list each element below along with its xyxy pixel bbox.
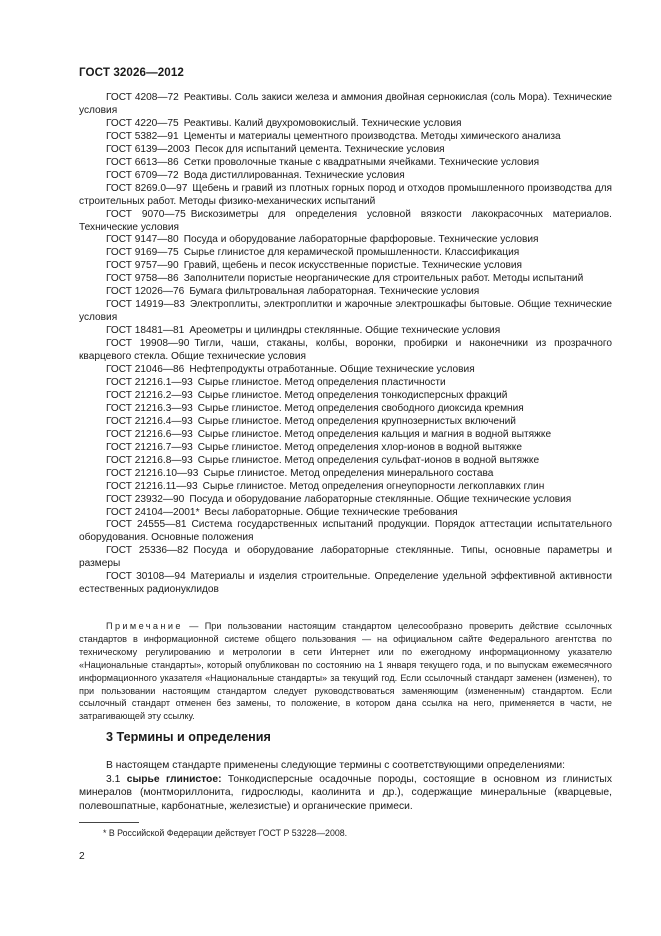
reference-code: ГОСТ 21216.6—93 <box>106 428 193 440</box>
reference-item <box>79 416 612 429</box>
reference-code: ГОСТ 9147—80 <box>106 234 179 246</box>
reference-item <box>79 118 612 131</box>
reference-item <box>79 247 612 260</box>
reference-code: ГОСТ 30108—94 <box>106 571 186 583</box>
reference-item <box>79 209 612 235</box>
reference-item <box>79 377 612 390</box>
reference-title: Реактивы. Соль закиси железа и аммония двойная сернокислая (соль Мора). Технические условия <box>79 92 612 116</box>
reference-item <box>79 442 612 455</box>
term-name: сырье глинистое: <box>126 773 222 785</box>
section-intro: В настоящем стандарте применены следующие термины с соответствующими определениями: <box>106 760 566 771</box>
reference-title: Песок для испытаний цемента. Технические условия <box>194 143 445 155</box>
reference-code: ГОСТ 8269.0—97 <box>106 182 188 194</box>
reference-title: Сырье глинистое. Метод определения огнеупорности легкоплавких глин <box>202 480 545 492</box>
reference-item <box>79 481 612 494</box>
reference-item <box>79 157 612 170</box>
normative-references-list <box>79 92 612 597</box>
reference-code: ГОСТ 9070—75 <box>106 208 186 220</box>
term-number: 3.1 <box>106 773 121 785</box>
reference-code: ГОСТ 6139—2003 <box>106 143 190 155</box>
reference-item <box>79 325 612 338</box>
reference-code: ГОСТ 21216.10—93 <box>106 467 199 479</box>
reference-item <box>79 507 612 520</box>
reference-note <box>79 620 612 723</box>
section-body <box>79 759 612 813</box>
reference-item <box>79 571 612 597</box>
reference-item <box>79 183 612 209</box>
reference-code: ГОСТ 21216.2—93 <box>106 389 193 401</box>
reference-title: Материалы и изделия строительные. Определение удельной эффективной активности естественных радионуклидов <box>79 571 612 596</box>
reference-title: Сырье глинистое. Метод определения сульфат-ионов в водной вытяжке <box>197 454 540 466</box>
reference-title: Заполнители пористые неорганические для строительных работ. Методы испытаний <box>183 273 584 285</box>
reference-code: ГОСТ 25336—82 <box>106 545 189 557</box>
reference-title: Щебень и гравий из плотных горных пород и отходов промышленного производства для строительных работ. Методы физико-механических испытаний <box>79 182 612 207</box>
reference-code: ГОСТ 21216.1—93 <box>106 376 193 388</box>
reference-title: Вода дистиллированная. Технические условия <box>183 169 405 181</box>
document-header: ГОСТ 32026—2012 <box>79 66 184 79</box>
reference-item <box>79 545 612 571</box>
reference-code: ГОСТ 4220—75 <box>106 117 179 129</box>
reference-title: Ареометры и цилиндры стеклянные. Общие технические условия <box>189 325 501 337</box>
reference-title: Реактивы. Калий двухромовокислый. Технические условия <box>183 117 462 129</box>
reference-title: Сырье глинистое. Метод определения свободного диоксида кремния <box>197 402 524 414</box>
reference-code: ГОСТ 6613—86 <box>106 156 179 168</box>
reference-item <box>79 273 612 286</box>
reference-title: Сырье глинистое. Метод определения крупнозернистых включений <box>197 415 516 427</box>
reference-title: Система государственных испытаний продукции. Порядок аттестации испытательного оборудования. Основные положения <box>79 519 612 544</box>
reference-title: Сырье глинистое. Метод определения тонкодисперсных фракций <box>197 389 508 401</box>
reference-code: ГОСТ 21046—86 <box>106 364 185 376</box>
reference-code: ГОСТ 24104—2001* <box>106 506 200 518</box>
reference-code: ГОСТ 9758—86 <box>106 273 179 285</box>
reference-title: Сырье глинистое. Метод определения минерального состава <box>203 467 494 479</box>
reference-title: Сырье глинистое для керамической промышленности. Классификация <box>183 247 520 259</box>
reference-title: Сырье глинистое. Метод определения пластичности <box>197 376 446 388</box>
reference-title: Посуда и оборудование лабораторные фарфоровые. Технические условия <box>183 234 539 246</box>
reference-item <box>79 92 612 118</box>
note-label: Примечание <box>106 621 183 631</box>
footnote-divider <box>79 822 139 823</box>
reference-code: ГОСТ 19908—90 <box>106 338 190 350</box>
reference-title: Электроплиты, электроплитки и жарочные электрошкафы бытовые. Общие технические условия <box>79 299 612 324</box>
reference-code: ГОСТ 12026—76 <box>106 286 185 298</box>
reference-item <box>79 429 612 442</box>
reference-item <box>79 144 612 157</box>
reference-code: ГОСТ 21216.8—93 <box>106 454 193 466</box>
reference-item <box>79 519 612 545</box>
reference-item <box>79 494 612 507</box>
reference-title: Посуда и оборудование лабораторные стеклянные. Общие технические условия <box>189 493 572 505</box>
reference-title: Нефтепродукты отработанные. Общие технические условия <box>189 364 475 376</box>
reference-item <box>79 286 612 299</box>
term-definition <box>79 773 612 814</box>
reference-item <box>79 455 612 468</box>
reference-item <box>79 468 612 481</box>
note-text: — При пользовании настоящим стандартом целесообразно проверить действие ссылочных стандартов в информационной системе общего пользования — на официальном сайте Федерального агентства по техническому регулированию и метрологии в сети Интернет или по ежегодному информационному указателю «Национальные стандарты», который опубликован по состоянию на 1 января текущего года, и по выпускам ежемесячного информационного указателя «Национальные стандарты» за текущий год. Если ссылочный стандарт заменен (изменен), то при пользовании настоящим стандартом следует руководствоваться заменяющим (измененным) стандартом. Если ссылочный стандарт отменен без замены, то положение, в котором дана ссылка на него, применяется в части, не затрагивающей эту ссылку. <box>79 621 612 722</box>
reference-title: Сырье глинистое. Метод определения хлор-ионов в водной вытяжке <box>197 441 522 453</box>
reference-item <box>79 234 612 247</box>
reference-item <box>79 131 612 144</box>
reference-item <box>79 390 612 403</box>
reference-title: Тигли, чаши, стаканы, колбы, воронки, пробирки и наконечники из прозрачного кварцевого стекла. Общие технические условия <box>79 338 612 363</box>
reference-title: Гравий, щебень и песок искусственные пористые. Технические условия <box>183 260 522 272</box>
reference-code: ГОСТ 14919—83 <box>106 299 185 311</box>
reference-code: ГОСТ 5382—91 <box>106 130 179 142</box>
reference-item <box>79 260 612 273</box>
reference-code: ГОСТ 21216.7—93 <box>106 441 193 453</box>
term-text: Тонкодисперсные осадочные породы, состоящие в основном из глинистых минералов (монтмориллонита, гидрослюды, каолинита и др.), содержащие минеральные (кварцевые, полевошпатные, карбонатные, железистые) и органические примеси. <box>79 773 612 812</box>
reference-title: Цементы и материалы цементного производства. Методы химического анализа <box>183 130 561 142</box>
reference-item <box>79 299 612 325</box>
footnote: * В Российской Федерации действует ГОСТ Р 53228—2008. <box>103 828 348 838</box>
reference-title: Бумага фильтровальная лабораторная. Технические условия <box>189 286 480 298</box>
reference-title: Вискозиметры для определения условной вязкости лакокрасочных материалов. Технические условия <box>79 208 612 233</box>
reference-code: ГОСТ 18481—81 <box>106 325 185 337</box>
page-number: 2 <box>79 851 85 862</box>
reference-item <box>79 338 612 364</box>
reference-title: Сетки проволочные тканые с квадратными ячейками. Технические условия <box>183 156 540 168</box>
reference-item <box>79 403 612 416</box>
reference-code: ГОСТ 21216.4—93 <box>106 415 193 427</box>
reference-code: ГОСТ 4208—72 <box>106 92 179 103</box>
reference-item <box>79 364 612 377</box>
reference-item <box>79 170 612 183</box>
reference-code: ГОСТ 24555—81 <box>106 519 187 531</box>
reference-code: ГОСТ 9169—75 <box>106 247 179 259</box>
reference-code: ГОСТ 6709—72 <box>106 169 179 181</box>
reference-code: ГОСТ 23932—90 <box>106 493 185 505</box>
reference-title: Посуда и оборудование лабораторные стеклянные. Типы, основные параметры и размеры <box>79 545 612 570</box>
reference-title: Весы лабораторные. Общие технические требования <box>204 506 458 518</box>
reference-title: Сырье глинистое. Метод определения кальция и магния в водной вытяжке <box>197 428 552 440</box>
reference-code: ГОСТ 21216.11—93 <box>106 480 198 492</box>
reference-code: ГОСТ 21216.3—93 <box>106 402 193 414</box>
reference-code: ГОСТ 9757—90 <box>106 260 179 272</box>
section-title: 3 Термины и определения <box>106 730 271 744</box>
